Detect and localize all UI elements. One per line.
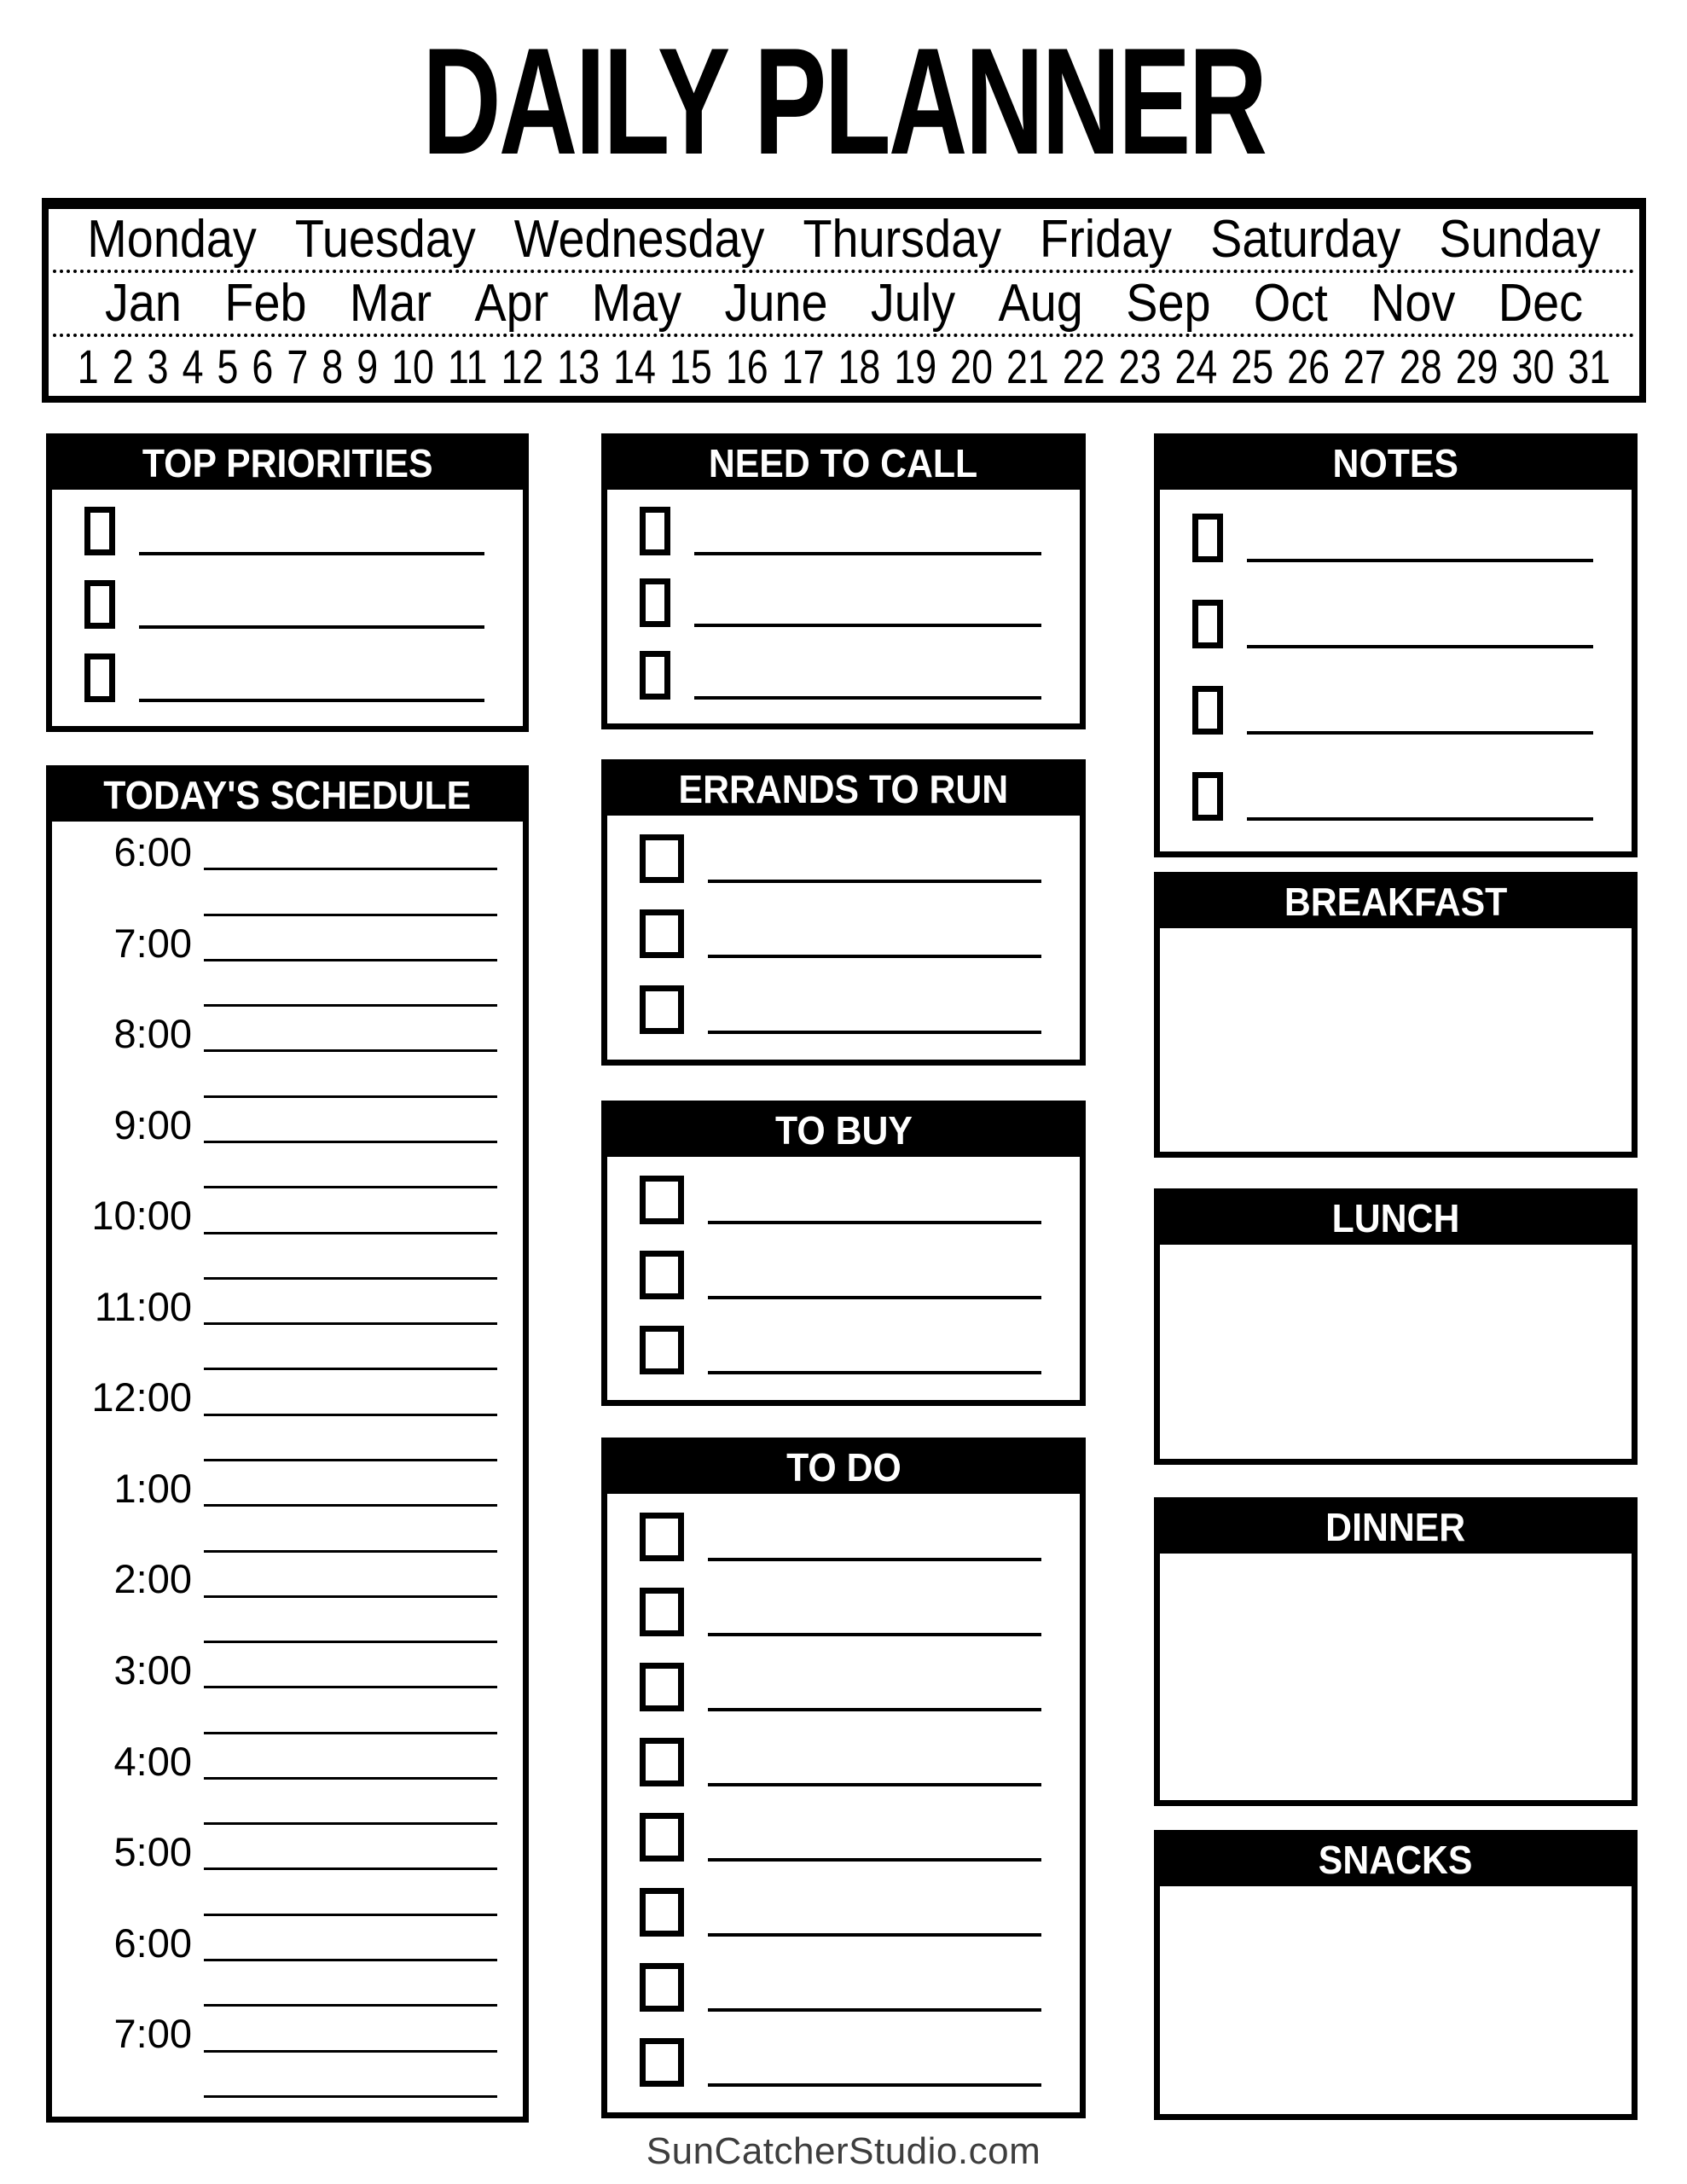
checkbox[interactable] <box>640 651 670 700</box>
day-label[interactable]: Saturday <box>1210 210 1401 269</box>
date-label[interactable]: 18 <box>838 340 881 393</box>
write-in-line[interactable] <box>708 955 1041 958</box>
checkbox[interactable] <box>84 580 115 629</box>
date-label[interactable]: 13 <box>557 340 600 393</box>
date-label[interactable]: 23 <box>1118 340 1162 393</box>
schedule-grid <box>52 822 523 2117</box>
date-label[interactable]: 15 <box>669 340 712 393</box>
write-in-line[interactable] <box>139 552 484 555</box>
schedule-hour-row <box>52 1916 497 1966</box>
write-in-line[interactable] <box>139 699 484 702</box>
time-label: 6:00 <box>113 828 192 874</box>
month-label[interactable]: Jan <box>104 274 182 333</box>
write-in-line[interactable] <box>708 1633 1041 1636</box>
lunch-header: LUNCH <box>1160 1194 1632 1245</box>
checklist-row <box>640 1663 1041 1711</box>
write-in-line[interactable] <box>1247 559 1593 562</box>
date-label[interactable]: 14 <box>613 340 656 393</box>
todays-schedule-header: TODAY'S SCHEDULE <box>52 771 523 822</box>
checklist-row <box>640 985 1041 1034</box>
footer-credit: SunCatcherStudio.com <box>646 2130 1041 2172</box>
time-label: 1:00 <box>113 1465 192 1511</box>
to-buy-header: TO BUY <box>607 1107 1080 1157</box>
checklist-row <box>640 2038 1041 2087</box>
schedule-half-hour-row <box>52 1507 497 1552</box>
date-label[interactable]: 28 <box>1399 340 1442 393</box>
top-priorities-box <box>46 433 529 732</box>
schedule-hour-row <box>52 825 497 874</box>
schedule-hour-row <box>52 1007 497 1057</box>
schedule-half-hour-row <box>52 1416 497 1461</box>
breakfast-box <box>1154 872 1638 1158</box>
write-in-line[interactable] <box>708 1708 1041 1711</box>
time-label: 8:00 <box>113 1011 192 1057</box>
checkbox[interactable] <box>640 1513 684 1561</box>
checkbox[interactable] <box>640 909 684 958</box>
schedule-half-hour-row <box>52 1780 497 1825</box>
month-label[interactable]: June <box>724 274 828 333</box>
schedule-half-hour-row <box>52 1234 497 1280</box>
breakfast-header: BREAKFAST <box>1160 878 1632 928</box>
calendar-dates-row <box>77 337 1611 396</box>
to-do-list <box>607 1494 1080 2112</box>
time-label: 9:00 <box>113 1101 192 1147</box>
notes-box <box>1154 433 1638 857</box>
checkbox[interactable] <box>1192 686 1223 735</box>
notes-list <box>1160 490 1632 851</box>
todays-schedule-box <box>46 765 529 2123</box>
schedule-hour-row <box>52 1461 497 1511</box>
schedule-hour-row <box>52 1370 497 1420</box>
dinner-header: DINNER <box>1160 1503 1632 1554</box>
to-buy-box <box>601 1101 1086 1406</box>
date-label[interactable]: 19 <box>894 340 937 393</box>
checklist-row <box>1192 686 1593 735</box>
lunch-write-area[interactable] <box>1160 1245 1632 1459</box>
day-label[interactable]: Wednesday <box>513 210 765 269</box>
checkbox[interactable] <box>640 985 684 1034</box>
write-in-line[interactable] <box>1247 645 1593 648</box>
checklist-row <box>84 580 484 629</box>
month-label[interactable]: Aug <box>998 274 1083 333</box>
date-label[interactable]: 8 <box>322 340 344 393</box>
day-label[interactable]: Tuesday <box>294 210 476 269</box>
checkbox[interactable] <box>640 1813 684 1862</box>
write-in-line[interactable] <box>139 625 484 629</box>
write-in-line[interactable] <box>1247 731 1593 735</box>
checkbox[interactable] <box>640 1588 684 1636</box>
checklist-row <box>640 834 1041 883</box>
date-label[interactable]: 12 <box>501 340 544 393</box>
month-label[interactable]: Mar <box>349 274 432 333</box>
write-in-line[interactable] <box>694 696 1041 700</box>
write-in-line[interactable] <box>708 1558 1041 1561</box>
month-label[interactable]: July <box>870 274 956 333</box>
schedule-half-hour-row <box>52 1143 497 1188</box>
checklist-row <box>1192 600 1593 648</box>
checklist-row <box>640 578 1041 627</box>
time-label: 7:00 <box>113 920 192 966</box>
schedule-half-hour-row <box>52 2053 497 2098</box>
checkbox[interactable] <box>1192 514 1223 562</box>
checkbox[interactable] <box>640 578 670 627</box>
date-label[interactable]: 4 <box>182 340 204 393</box>
month-label[interactable]: May <box>591 274 682 333</box>
date-label[interactable]: 7 <box>287 340 309 393</box>
checkbox[interactable] <box>640 1963 684 2012</box>
schedule-hour-row <box>52 1188 497 1239</box>
errands-to-run-box <box>601 759 1086 1066</box>
top-priorities-list <box>52 490 523 726</box>
need-to-call-box <box>601 433 1086 729</box>
schedule-half-hour-row <box>52 1870 497 1915</box>
date-label[interactable]: 1 <box>77 340 99 393</box>
lunch-box <box>1154 1188 1638 1465</box>
month-label[interactable]: Dec <box>1498 274 1584 333</box>
schedule-half-hour-row <box>52 1961 497 2007</box>
day-label[interactable]: Thursday <box>803 210 1002 269</box>
errands-to-run-header: ERRANDS TO RUN <box>607 765 1080 816</box>
date-label[interactable]: 21 <box>1006 340 1049 393</box>
month-label[interactable]: Apr <box>474 274 549 333</box>
date-label[interactable]: 26 <box>1287 340 1330 393</box>
top-priorities-header: TOP PRIORITIES <box>52 439 523 490</box>
month-label[interactable]: Oct <box>1253 274 1328 333</box>
checkbox[interactable] <box>640 834 684 883</box>
schedule-half-hour-row <box>52 870 497 915</box>
schedule-line[interactable] <box>204 2095 497 2098</box>
checklist-row <box>640 1513 1041 1561</box>
checklist-row <box>640 1888 1041 1937</box>
time-label: 4:00 <box>113 1738 192 1784</box>
date-label[interactable]: 24 <box>1174 340 1218 393</box>
checklist-row <box>640 1813 1041 1862</box>
schedule-hour-row <box>52 1553 497 1602</box>
need-to-call-header: NEED TO CALL <box>607 439 1080 490</box>
write-in-line[interactable] <box>708 2008 1041 2012</box>
date-label[interactable]: 22 <box>1062 340 1105 393</box>
checkbox[interactable] <box>1192 772 1223 821</box>
time-label: 10:00 <box>91 1193 192 1239</box>
write-in-line[interactable] <box>708 1296 1041 1299</box>
need-to-call-list <box>607 490 1080 723</box>
date-label[interactable]: 11 <box>447 340 488 393</box>
checkbox[interactable] <box>640 1888 684 1937</box>
checkbox[interactable] <box>640 1326 684 1374</box>
date-label[interactable]: 5 <box>217 340 239 393</box>
errands-to-run-list <box>607 816 1080 1060</box>
time-label: 2:00 <box>113 1556 192 1602</box>
checkbox[interactable] <box>640 1663 684 1711</box>
schedule-hour-row <box>52 1825 497 1875</box>
date-label[interactable]: 31 <box>1568 340 1611 393</box>
checkbox[interactable] <box>1192 600 1223 648</box>
month-label[interactable]: Sep <box>1126 274 1211 333</box>
date-label[interactable]: 16 <box>725 340 768 393</box>
date-label[interactable]: 9 <box>357 340 379 393</box>
month-label[interactable]: Feb <box>224 274 307 333</box>
checklist-row <box>1192 514 1593 562</box>
date-label[interactable]: 17 <box>781 340 825 393</box>
schedule-hour-row <box>52 2007 497 2057</box>
dinner-write-area[interactable] <box>1160 1554 1632 1800</box>
date-label[interactable]: 25 <box>1231 340 1274 393</box>
schedule-half-hour-row <box>52 1598 497 1643</box>
date-label[interactable]: 30 <box>1511 340 1555 393</box>
checklist-row <box>640 1251 1041 1299</box>
schedule-hour-row <box>52 1734 497 1784</box>
snacks-write-area[interactable] <box>1160 1886 1632 2114</box>
write-in-line[interactable] <box>708 1221 1041 1224</box>
date-label[interactable]: 3 <box>147 340 169 393</box>
checkbox[interactable] <box>640 1176 684 1224</box>
write-in-line[interactable] <box>708 880 1041 883</box>
time-label: 5:00 <box>113 1829 192 1875</box>
day-label[interactable]: Monday <box>87 210 257 269</box>
snacks-header: SNACKS <box>1160 1836 1632 1886</box>
calendar-strip <box>42 198 1646 403</box>
time-label: 3:00 <box>113 1647 192 1693</box>
time-label: 11:00 <box>94 1283 192 1329</box>
schedule-half-hour-row <box>52 1052 497 1097</box>
schedule-half-hour-row <box>52 1688 497 1734</box>
day-label[interactable]: Sunday <box>1439 210 1601 269</box>
to-do-box <box>601 1438 1086 2118</box>
schedule-hour-row <box>52 1098 497 1147</box>
write-in-line[interactable] <box>694 552 1041 555</box>
write-in-line[interactable] <box>708 1031 1041 1034</box>
write-in-line[interactable] <box>694 624 1041 627</box>
snacks-box <box>1154 1830 1638 2120</box>
date-label[interactable]: 20 <box>950 340 993 393</box>
write-in-line[interactable] <box>1247 817 1593 821</box>
write-in-line[interactable] <box>708 2083 1041 2087</box>
schedule-half-hour-row <box>52 1325 497 1370</box>
checklist-row <box>640 1963 1041 2012</box>
checkbox[interactable] <box>640 507 670 555</box>
time-label: 7:00 <box>113 2011 192 2057</box>
day-label[interactable]: Friday <box>1040 210 1173 269</box>
checklist-row <box>640 1588 1041 1636</box>
checkbox[interactable] <box>640 2038 684 2087</box>
checkbox[interactable] <box>84 653 115 702</box>
checkbox[interactable] <box>640 1738 684 1786</box>
date-label[interactable]: 27 <box>1343 340 1386 393</box>
write-in-line[interactable] <box>708 1933 1041 1937</box>
checklist-row <box>640 1176 1041 1224</box>
calendar-months-row <box>104 273 1584 334</box>
checklist-row <box>640 1326 1041 1374</box>
breakfast-write-area[interactable] <box>1160 928 1632 1152</box>
schedule-hour-row <box>52 1280 497 1329</box>
checklist-row <box>640 651 1041 700</box>
date-label[interactable]: 10 <box>391 340 434 393</box>
date-label[interactable]: 6 <box>252 340 274 393</box>
to-do-header: TO DO <box>607 1443 1080 1494</box>
month-label[interactable]: Nov <box>1371 274 1456 333</box>
checklist-row <box>640 909 1041 958</box>
checklist-row <box>84 653 484 702</box>
dinner-box <box>1154 1497 1638 1806</box>
checkbox[interactable] <box>84 507 115 555</box>
write-in-line[interactable] <box>708 1783 1041 1786</box>
write-in-line[interactable] <box>708 1858 1041 1862</box>
schedule-hour-row <box>52 1643 497 1693</box>
date-label[interactable]: 29 <box>1455 340 1499 393</box>
page-title: DAILY PLANNER <box>421 16 1266 186</box>
notes-header: NOTES <box>1160 439 1632 490</box>
write-in-line[interactable] <box>708 1371 1041 1374</box>
calendar-days-row <box>87 209 1601 270</box>
date-label[interactable]: 2 <box>112 340 134 393</box>
checklist-row <box>640 1738 1041 1786</box>
schedule-half-hour-row <box>52 961 497 1007</box>
checkbox[interactable] <box>640 1251 684 1299</box>
checklist-row <box>640 507 1041 555</box>
time-label: 6:00 <box>113 1920 192 1966</box>
checklist-row <box>1192 772 1593 821</box>
schedule-hour-row <box>52 916 497 966</box>
to-buy-list <box>607 1157 1080 1400</box>
time-label: 12:00 <box>91 1374 192 1420</box>
checklist-row <box>84 507 484 555</box>
